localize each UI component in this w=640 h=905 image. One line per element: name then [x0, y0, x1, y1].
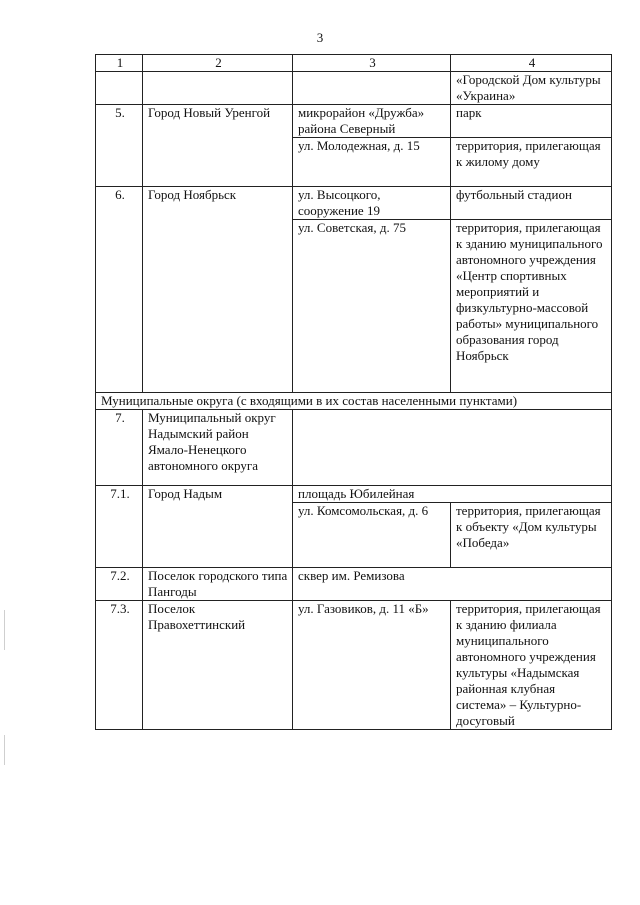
section-heading: Муниципальные округа (с входящими в их состав населенными пунктами) — [96, 393, 612, 410]
column-number-2: 2 — [143, 55, 293, 72]
cell-address — [293, 410, 612, 486]
table-row — [96, 601, 612, 730]
places-table — [95, 54, 612, 730]
cell-place: парк — [451, 105, 612, 138]
page-number: 3 — [316, 30, 324, 45]
cell-number: 7.1. — [96, 486, 143, 568]
cell-number: 7. — [96, 410, 143, 486]
cell-name: Муниципальный округ Надымский район Ямало-Ненецкого автономного округа — [143, 410, 293, 486]
column-number-1: 1 — [96, 55, 143, 72]
scan-mark — [4, 735, 5, 765]
cell-address: площадь Юбилейная — [293, 486, 612, 503]
table-row — [96, 568, 612, 601]
cell-place: территория, прилегающая к зданию филиала муниципального автономного учреждения культуры «Надымская районная клубная система» – Культурно-досуговый — [451, 601, 612, 730]
table-header-row — [96, 55, 612, 72]
table-row — [96, 486, 612, 503]
cell-address — [293, 72, 451, 105]
cell-address: ул. Советская, д. 75 — [293, 220, 451, 393]
section-row — [96, 393, 612, 410]
cell-address: ул. Высоцкого, сооружение 19 — [293, 187, 451, 220]
scan-mark — [4, 610, 5, 650]
cell-address: микрорайон «Дружба» района Северный — [293, 105, 451, 138]
cell-address: ул. Комсомольская, д. 6 — [293, 503, 451, 568]
table-row — [96, 410, 612, 486]
cell-name: Поселок городского типа Пангоды — [143, 568, 293, 601]
cell-address: ул. Молодежная, д. 15 — [293, 138, 451, 187]
column-number-3: 3 — [293, 55, 451, 72]
cell-number — [96, 72, 143, 105]
cell-name: Город Надым — [143, 486, 293, 568]
cell-number: 5. — [96, 105, 143, 187]
cell-place: территория, прилегающая к объекту «Дом культуры «Победа» — [451, 503, 612, 568]
cell-address: ул. Газовиков, д. 11 «Б» — [293, 601, 451, 730]
table-row — [96, 105, 612, 138]
cell-name: Город Ноябрьск — [143, 187, 293, 393]
table-row — [96, 72, 612, 105]
cell-place: территория, прилегающая к жилому дому — [451, 138, 612, 187]
cell-place: футбольный стадион — [451, 187, 612, 220]
cell-number: 7.3. — [96, 601, 143, 730]
column-number-4: 4 — [451, 55, 612, 72]
cell-address: сквер им. Ремизова — [293, 568, 612, 601]
cell-name — [143, 72, 293, 105]
cell-name: Поселок Правохеттинский — [143, 601, 293, 730]
cell-number: 6. — [96, 187, 143, 393]
table-row — [96, 187, 612, 220]
cell-name: Город Новый Уренгой — [143, 105, 293, 187]
cell-place: «Городской Дом культуры «Украина» — [451, 72, 612, 105]
cell-number: 7.2. — [96, 568, 143, 601]
cell-place: территория, прилегающая к зданию муниципального автономного учреждения «Центр спортивных мероприятий и физкультурно-массовой работы» муниципального образования город Ноябрьск — [451, 220, 612, 393]
